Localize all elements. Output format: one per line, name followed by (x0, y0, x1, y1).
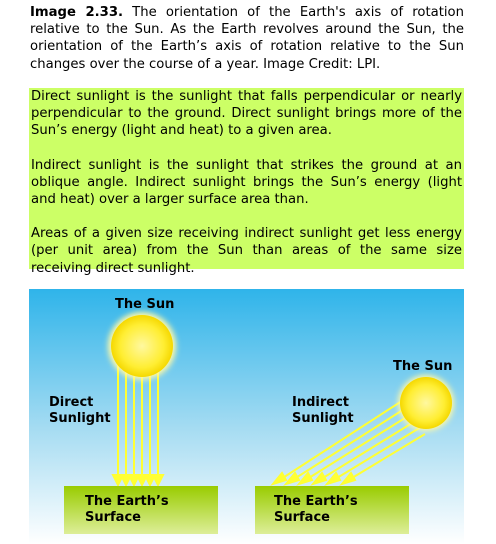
right-surface-label-line2: Surface (274, 510, 330, 525)
note-paragraph-comparison: Areas of a given size receiving indirect sunlight get less energy (per unit area) from the Sun than areas of the same size receiving direct sunlight. (31, 226, 462, 276)
indirect-sunlight-label-line2: Sunlight (292, 411, 354, 426)
note-paragraph-indirect: Indirect sunlight is the sunlight that strikes the ground at an oblique angle. Indirect sunlight brings the Sun’s energy (light and heat) over a larger surface area than. (31, 157, 462, 208)
caption-text: The orientation of the Earth's axis of rotation relative to the Sun. As the Earth revolves around the Sun, the orientation of the Earth’s axis of rotation relative to the Sun changes over the course of a year. Image Credit: LPI. (30, 5, 464, 72)
image-caption (30, 4, 464, 73)
sunlight-diagram-svg (29, 289, 464, 544)
caption-label: Image 2.33. (30, 5, 124, 20)
left-surface-label-line2: Surface (85, 510, 141, 525)
right-surface-label-line1: The Earth’s (274, 494, 358, 509)
note-paragraph-direct: Direct sunlight is the sunlight that falls perpendicular or nearly perpendicular to the ground. Direct sunlight brings more of the Sun’s energy (light and heat) to a given area. (31, 89, 462, 139)
direct-sunlight-label-line1: Direct (49, 395, 94, 410)
right-sun-icon (400, 377, 452, 429)
indirect-sunlight-label-line1: Indirect (292, 395, 350, 410)
left-sun-icon (111, 315, 173, 377)
direct-sunlight-label-line2: Sunlight (49, 411, 111, 426)
right-sun-label: The Sun (393, 359, 453, 374)
left-sun-label: The Sun (115, 297, 175, 312)
sunlight-diagram (29, 289, 464, 544)
sunlight-note-box (29, 88, 464, 276)
left-surface-label-line1: The Earth’s (85, 494, 169, 509)
